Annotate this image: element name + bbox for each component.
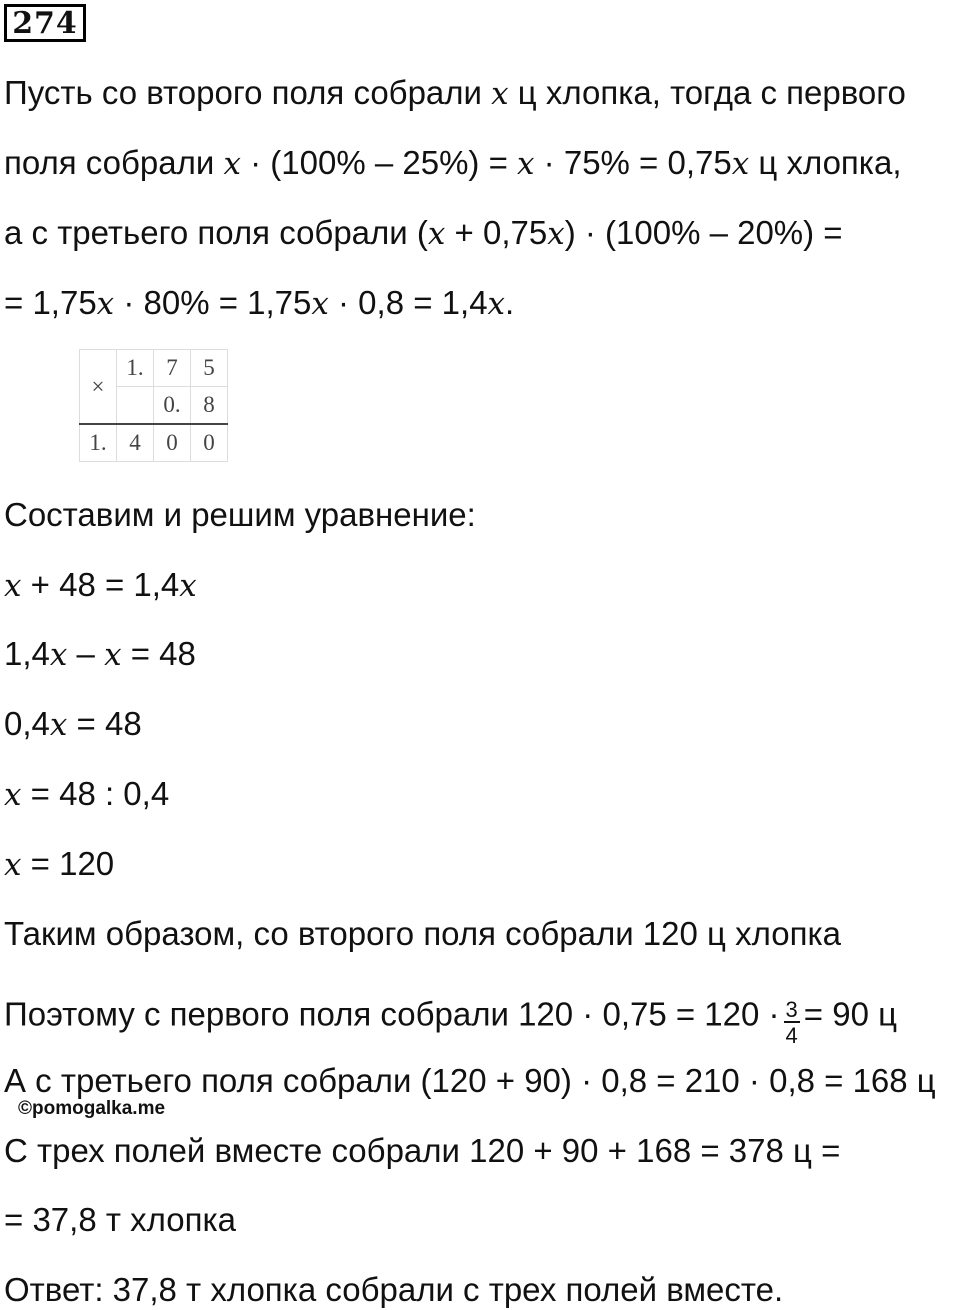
- variable-x: 𝑥: [49, 707, 68, 743]
- variable-x: 𝑥: [491, 76, 509, 112]
- mult-cell: [117, 387, 154, 425]
- text-line-4: [4, 283, 514, 324]
- mult-cell: 7: [154, 350, 191, 387]
- variable-x: 𝑥: [104, 637, 122, 673]
- mult-cell: 1.: [117, 350, 154, 387]
- text-segment: + 0,75: [445, 214, 548, 251]
- text-segment: 0,4: [4, 705, 50, 742]
- total-tons-line: = 37,8 т хлопка: [4, 1201, 236, 1238]
- variable-x: 𝑥: [223, 146, 241, 182]
- text-segment: а с третьего поля собрали (: [4, 214, 428, 251]
- mult-result-row: [80, 424, 228, 462]
- text-segment: = 120: [21, 845, 115, 882]
- watermark: ©pomogalka.me: [18, 1098, 166, 1119]
- text-segment: 1,4: [4, 635, 50, 672]
- text-segment: · (100% – 25%) =: [240, 144, 518, 181]
- first-field-line: [4, 993, 897, 1048]
- text-segment: · 75% = 0,75: [534, 144, 732, 181]
- total-line: С трех полей вместе собрали 120 + 90 + 168 = 378 ц =: [4, 1132, 841, 1169]
- text-line-3: [4, 213, 843, 254]
- text-segment: –: [67, 635, 105, 672]
- mult-cell: 8: [191, 387, 228, 425]
- equation-line-2: [4, 634, 196, 675]
- answer-line: Ответ: 37,8 т хлопка собрали с трех полей вместе.: [4, 1271, 784, 1308]
- variable-x: 𝑥: [4, 777, 22, 813]
- text-segment: + 48 = 1,4: [21, 566, 180, 603]
- text-segment: Пусть со второго поля собрали: [4, 74, 492, 111]
- variable-x: 𝑥: [731, 146, 750, 182]
- mult-cell: 5: [191, 350, 228, 387]
- equation-line-5: [4, 844, 114, 885]
- text-segment: .: [505, 284, 515, 321]
- variable-x: 𝑥: [547, 216, 565, 252]
- mult-cell: 4: [117, 424, 154, 462]
- equation-line-4: [4, 774, 169, 815]
- variable-x: 𝑥: [96, 286, 115, 322]
- problem-number: 274: [4, 4, 86, 42]
- conclusion-line: Таким образом, со второго поля собрали 120 ц хлопка: [4, 915, 841, 952]
- text-segment: ц хлопка,: [749, 144, 902, 181]
- multiplication-table: [79, 349, 228, 462]
- variable-x: 𝑥: [179, 568, 197, 604]
- mult-cell: 0: [154, 424, 191, 462]
- text-segment: ) · (100% – 20%) =: [564, 214, 843, 251]
- text-segment: · 80% = 1,75: [114, 284, 312, 321]
- text-segment: = 48 : 0,4: [21, 775, 170, 812]
- mult-cell: 0: [191, 424, 228, 462]
- text-segment: = 1,75: [4, 284, 97, 321]
- equation-line-3: [4, 704, 142, 745]
- text-segment: Поэтому с первого поля собрали 120 · 0,75 = 120 ·: [4, 995, 780, 1033]
- variable-x: 𝑥: [4, 847, 22, 883]
- variable-x: 𝑥: [311, 286, 329, 322]
- text-segment: · 0,8 = 1,4: [328, 284, 488, 321]
- fraction-denominator: 4: [785, 1023, 798, 1048]
- text-segment: = 48: [121, 635, 196, 672]
- mult-row-1: [80, 350, 228, 387]
- text-segment: поля собрали: [4, 144, 224, 181]
- fraction-numerator: 3: [785, 997, 798, 1022]
- variable-x: 𝑥: [517, 146, 535, 182]
- fraction-three-quarters: [784, 999, 800, 1047]
- text-line-2: [4, 143, 902, 184]
- variable-x: 𝑥: [4, 568, 22, 604]
- variable-x: 𝑥: [49, 637, 68, 673]
- mult-operator: ×: [80, 350, 117, 425]
- mult-cell: 0.: [154, 387, 191, 425]
- mult-cell: 1.: [80, 424, 117, 462]
- text-line-1: [4, 73, 906, 114]
- equation-line-1: [4, 565, 197, 606]
- variable-x: 𝑥: [487, 286, 506, 322]
- variable-x: 𝑥: [427, 216, 446, 252]
- text-segment: = 90 ц: [803, 995, 897, 1033]
- third-field-line: А с третьего поля собрали (120 + 90) · 0,8 = 210 · 0,8 = 168 ц: [4, 1062, 936, 1099]
- text-segment: ц хлопка, тогда с первого: [508, 74, 906, 111]
- compose-equation-heading: Составим и решим уравнение:: [4, 496, 476, 533]
- text-segment: = 48: [67, 705, 142, 742]
